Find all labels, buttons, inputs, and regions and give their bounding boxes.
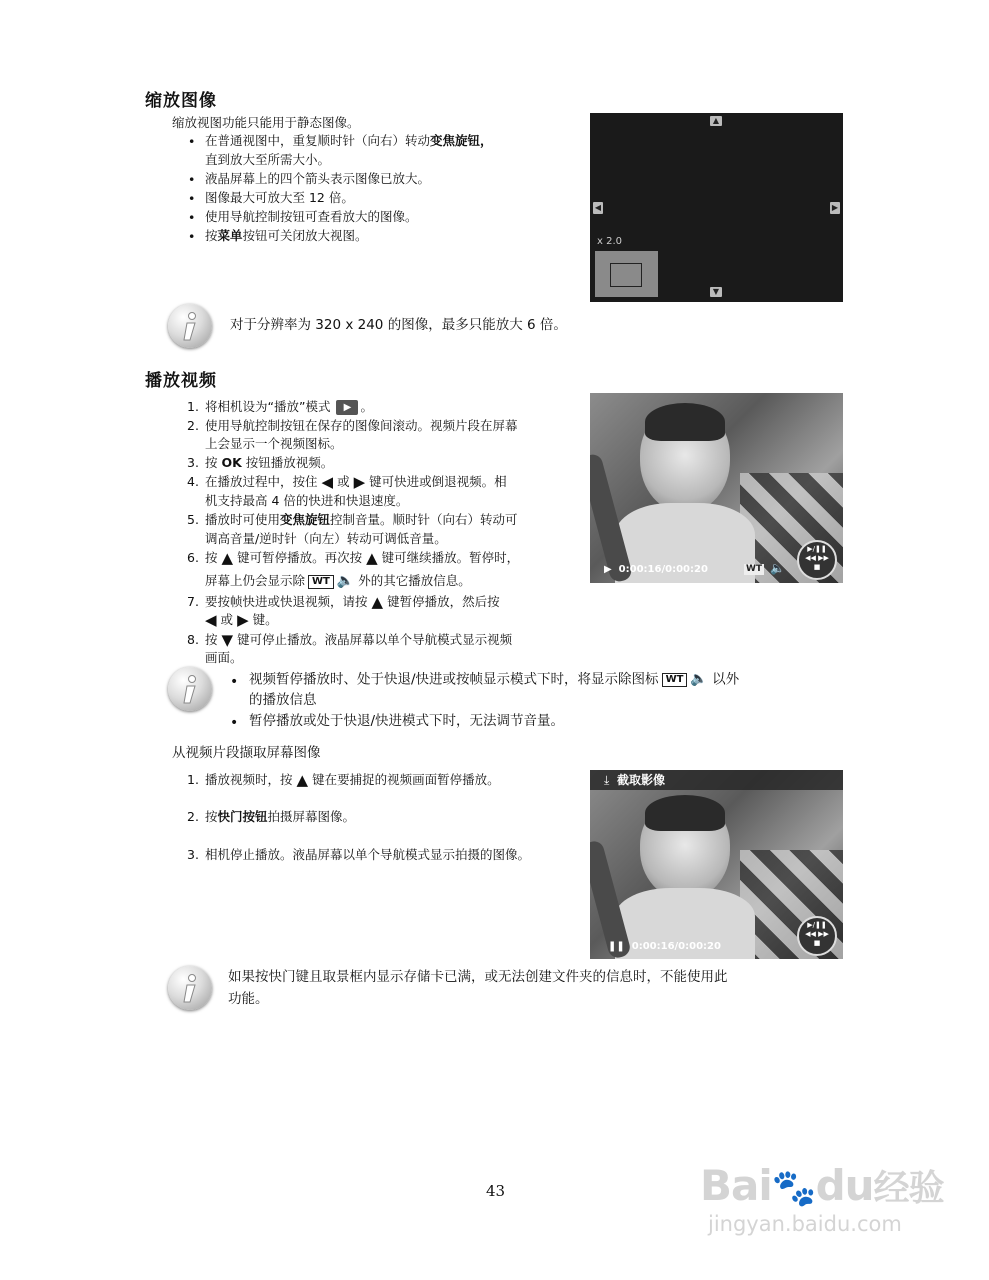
step-number: 7. [187,594,199,609]
video-step-8-text: 按 [205,632,218,647]
step-number: 8. [187,632,199,647]
video-step-3 [205,453,333,472]
up-arrow-icon: ▲ [296,771,309,789]
watermark-brand-du: du [815,1161,874,1210]
down-arrow-icon: ▼ [221,631,234,649]
video-note-2: 暂停播放或处于快退/快进模式下时，无法调节音量。 [249,713,565,729]
video-note-1-end: 以外 [712,671,740,688]
video-step-5-bold: 变焦旋钮 [280,512,331,527]
video-note-1-text: 视频暂停播放时、处于快退/快进或按帧显示模式下时，将显示除图标 [249,671,659,688]
zoom-bullet-5-text: 按 [205,228,218,243]
zoom-intro: 缩放视图功能只能用于静态图像。 [172,115,360,130]
video-step-1-end: 。 [360,399,373,414]
step-number: 2. [187,809,199,824]
capture-step-2-end: 拍摄屏幕图像。 [267,809,356,824]
bullet-dot: • [188,134,196,149]
step-number: 5. [187,512,199,527]
video-step-1-text: 将相机设为“播放”模式 [205,399,331,414]
ok-key-label: OK [221,455,242,470]
video-step-7-end: 键。 [252,612,278,627]
wt-zoom-icon: WT [662,673,688,687]
bullet-dot: • [188,210,196,225]
video-step-5-cont: 调高音量/逆时针（向左）转动可调低音量。 [205,531,447,546]
arrow-down-icon: ▼ [710,287,722,297]
video-step-2-cont: 上会显示一个视频图标。 [205,436,343,451]
or-text: 或 [220,612,234,627]
zoom-bullet-5 [205,226,368,245]
video-step-7-cont [205,610,278,629]
or-text: 或 [337,474,350,489]
capture-banner-text: 截取影像 [616,773,665,787]
zoom-bullet-1 [205,131,493,150]
navigation-dial-icon: ▶/❚❚ ◀◀ ▶▶ ■ [797,916,837,956]
video-step-6-cont [205,571,471,591]
playback-time: 0:00:16/0:00:20 [618,564,708,575]
playback-time: 0:00:16/0:00:20 [631,941,721,952]
volume-icon: 🔈 [770,561,785,575]
speaker-icon: 🔈 [690,671,708,687]
wt-zoom-icon: WT [308,575,334,589]
video-step-6-text: 按 [205,550,218,565]
wt-indicator-icon: WT [746,564,763,574]
video-step-6-mid: 键可暂停播放。再次按 [237,550,363,565]
download-icon: ⤓ [604,773,610,787]
zoom-bullet-3: 图像最大可放大至 12 倍。 [205,190,354,205]
play-icon: ▶ [604,564,612,575]
capture-note-line-2: 功能。 [228,991,269,1007]
video-step-7-text: 要按帧快进或快退视频，请按 [205,594,368,609]
video-step-4-end: 键可快进或倒退视频。相 [369,474,507,489]
video-playback-screen [590,393,843,583]
info-note-icon [168,667,212,711]
speaker-icon: 🔈 [336,573,355,589]
video-step-7 [205,592,500,611]
right-arrow-icon: ▶ [237,611,249,629]
zoom-navigator-box [595,251,658,297]
zoom-bullet-1-text: 在普通视图中，重复顺时针（向右）转动 [205,133,431,148]
bullet-dot: • [230,715,239,731]
arrow-left-icon: ◀ [594,203,602,212]
step-number: 1. [187,399,199,414]
zoom-section-title: 缩放图像 [145,91,217,111]
play-mode-icon: ▶ [336,400,358,415]
watermark-brand-bai: Bai [700,1161,772,1210]
step-number: 4. [187,474,199,489]
video-step-8-cont: 画面。 [205,650,243,665]
video-step-8-end: 键可停止播放。液晶屏幕以单个导航模式显示视频 [237,632,513,647]
step-number: 1. [187,772,199,787]
step-number: 2. [187,418,199,433]
video-step-4 [205,472,507,491]
watermark-brand-cn: 经验 [873,1168,944,1209]
zoom-bullet-5-bold: 菜单 [217,228,243,243]
capture-step-3: 相机停止播放。液晶屏幕以单个导航模式显示拍摄的图像。 [205,847,531,862]
capture-screen [590,770,843,959]
video-step-6 [205,548,519,567]
video-step-1 [205,397,373,416]
zoom-note-text: 对于分辨率为 320 x 240 的图像，最多只能放大 6 倍。 [230,317,567,333]
zoom-bullet-4: 使用导航控制按钮可查看放大的图像。 [205,209,418,224]
info-note-icon [168,966,212,1010]
step-number: 6. [187,550,199,565]
zoom-bullet-2: 液晶屏幕上的四个箭头表示图像已放大。 [205,171,431,186]
left-arrow-icon: ◀ [321,473,334,491]
video-step-4-cont: 机支持最高 4 倍的快进和快退速度。 [205,493,409,508]
zoom-bullet-1-bold: 变焦旋钮， [430,133,493,148]
navigation-dial-icon: ▶/❚❚ ◀◀ ▶▶ ■ [797,540,837,580]
capture-step-2 [205,807,355,826]
bullet-dot: • [188,191,196,206]
video-step-8 [205,630,512,649]
video-step-5 [205,510,518,529]
bullet-dot: • [188,229,196,244]
right-arrow-icon: ▶ [353,473,366,491]
capture-step-2-text: 按 [205,809,218,824]
capture-step-1-text: 播放视频时，按 [205,772,293,787]
video-step-4-text: 在播放过程中，按住 [205,474,318,489]
bullet-dot: • [230,674,239,690]
playback-status-bar [608,941,721,952]
up-arrow-icon: ▲ [221,549,234,567]
up-arrow-icon: ▲ [366,549,378,567]
up-arrow-icon: ▲ [371,593,384,611]
arrow-up-icon: ▲ [710,116,722,126]
bullet-dot: • [188,172,196,187]
capture-note-line-1: 如果按快门键且取景框内显示存储卡已满，或无法创建文件夹的信息时，不能使用此 [228,969,728,985]
step-number: 3. [187,455,199,470]
video-note-1 [249,670,739,690]
video-step-6-cont-end: 外的其它播放信息。 [358,573,471,588]
info-note-icon [168,304,212,348]
capture-step-1-end: 键在要捕捉的视频画面暂停播放。 [312,772,500,787]
left-arrow-icon: ◀ [205,611,217,629]
capture-step-2-bold: 快门按钮 [217,809,268,824]
video-step-6-cont-text: 屏幕上仍会显示除 [205,573,306,588]
watermark-brand [700,1160,944,1211]
video-step-3-text: 按 [205,455,218,470]
video-step-3-end: 按钮播放视频。 [245,455,334,470]
video-step-5-text: 播放时可使用 [205,512,281,527]
page-number: 43 [486,1182,506,1200]
capture-banner [590,770,843,790]
video-step-5-end: 控制音量。顺时针（向右）转动可 [330,512,518,527]
capture-section-title: 从视频片段撷取屏幕图像 [172,745,321,761]
zoom-lcd-screen [590,113,843,302]
zoom-navigator-frame [610,263,642,287]
video-step-6-end: 键可继续播放。暂停时， [381,550,520,565]
video-step-2: 使用导航控制按钮在保存的图像间滚动。视频片段在屏幕 [205,418,518,433]
video-section-title: 播放视频 [145,371,217,391]
playback-status-bar [604,564,708,575]
arrow-right-icon: ▶ [831,203,839,212]
step-number: 3. [187,847,199,862]
baby-hair [645,795,725,831]
paw-icon: 🐾 [771,1168,816,1209]
zoom-bullet-5-post: 按钮可关闭放大视图。 [242,228,368,243]
watermark-url: jingyan.baidu.com [708,1212,902,1236]
capture-step-1 [205,770,500,789]
video-note-1-cont: 的播放信息 [249,692,317,708]
baby-hair [645,403,725,441]
zoom-bullet-1-cont: 直到放大至所需大小。 [205,152,331,167]
pause-icon: ❚❚ [608,941,625,952]
video-step-7-mid: 键暂停播放，然后按 [387,594,500,609]
zoom-ratio-label: x 2.0 [597,236,622,247]
